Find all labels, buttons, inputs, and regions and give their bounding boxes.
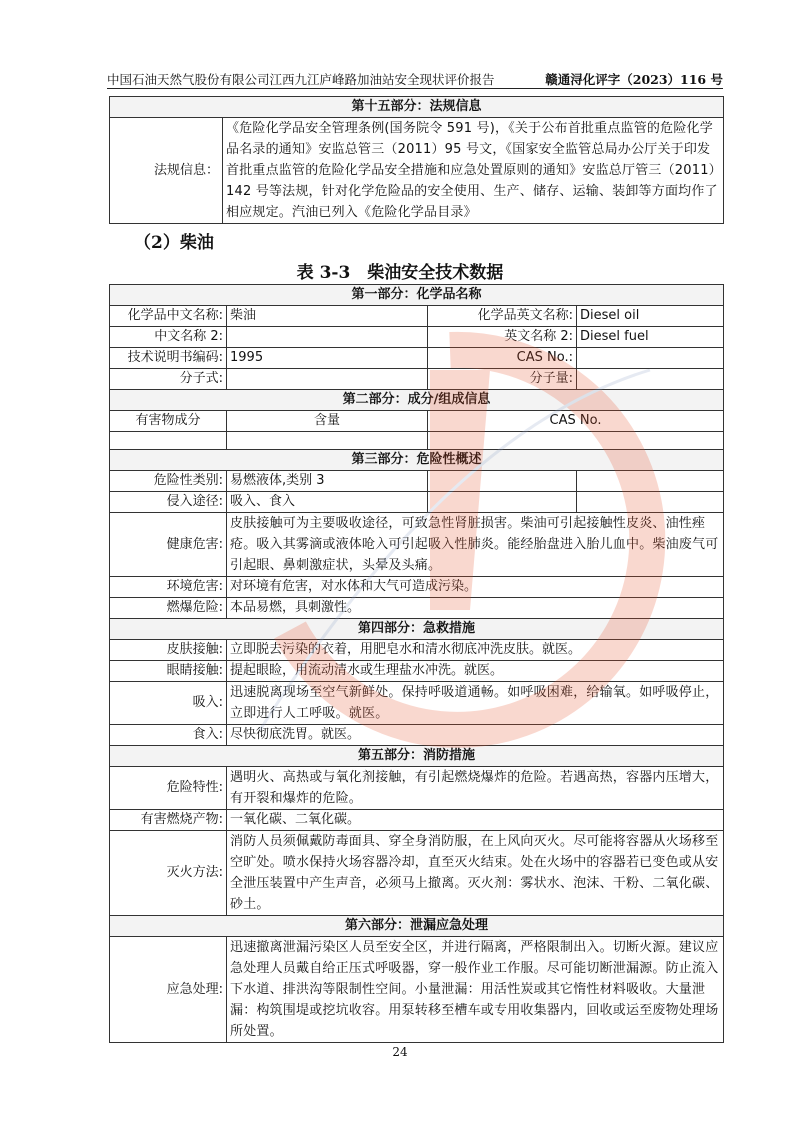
route-label: 侵入途径: [110,492,227,513]
skin-label: 皮肤接触: [110,640,227,661]
eye-label: 眼睛接触: [110,661,227,682]
danger-value: 遇明火、高热或与氧化剂接触，有引起燃烧爆炸的危险。若遇高热，容器内压增大，有开裂和爆炸的危险。 [227,767,724,810]
en-name2-value: Diesel fuel [577,327,724,348]
route-empty-cell [428,492,577,513]
table-caption: 表 3-3 柴油安全技术数据 [296,263,504,283]
products-value: 一氧化碳、二氧化碳。 [227,810,724,831]
section-title-regulation: 第十五部分：法规信息 [110,97,724,118]
hazard-empty-cell [577,471,724,492]
code-value: 1995 [227,348,428,369]
weight-value [577,369,724,390]
en-name2-label: 英文名称 2: [428,327,577,348]
regulation-text: 《危险化学品安全管理条例(国务院令 591 号)，《关于公布首批重点监管的危险化学品名录的通知》安监总管三（2011）95 号文，《国家安全监管总局办公厅关于印发首批重点监管的危险化学品安全措施和应急处置原则的通知》安监总厅管三（2011）142 号等法规，针对化学危险品的安全使用、生产、储存、运输、装卸等方面均作了相应规定。汽油已列入《危险化学品目录》 [223,118,724,224]
report-title: 中国石油天然气股份有限公司江西九江庐峰路加油站安全现状评价报告 [107,72,495,87]
weight-label: 分子量: [428,369,577,390]
products-label: 有害燃烧产物: [110,810,227,831]
route-value: 吸入、食入 [227,492,428,513]
cas-label: CAS No.: [428,348,577,369]
hazard-class-value: 易燃液体,类别 3 [227,471,428,492]
section-title-part5: 第五部分：消防措施 [110,746,724,767]
report-number: 赣通浔化评字（2023）116 号 [545,72,723,87]
cn-name-value: 柴油 [227,306,428,327]
eye-value: 提起眼睑，用流动清水或生理盐水冲洗。就医。 [227,661,724,682]
health-label: 健康危害: [110,513,227,577]
component-cell [110,432,227,450]
section-title-part4: 第四部分：急救措施 [110,619,724,640]
col-header-cas: CAS No. [428,411,724,432]
method-label: 灭火方法: [110,831,227,916]
formula-value [227,369,428,390]
health-value: 皮肤接触可为主要吸收途径，可致急性肾脏损害。柴油可引起接触性皮炎、油性痤疮。吸入其雾滴或液体呛入可引起吸入性肺炎。能经胎盘进入胎儿血中。柴油废气可引起眼、鼻刺激症状，头晕及头痛。 [227,513,724,577]
fire-label: 燃爆危险: [110,598,227,619]
danger-label: 危险特性: [110,767,227,810]
hazard-class-label: 危险性类别: [110,471,227,492]
cn-name2-label: 中文名称 2: [110,327,227,348]
diesel-safety-table [109,284,724,1043]
content-cell [227,432,428,450]
col-header-component: 有害物成分 [110,411,227,432]
section-title-part3: 第三部分：危险性概述 [110,450,724,471]
code-label: 技术说明书编码: [110,348,227,369]
cn-name-label: 化学品中文名称: [110,306,227,327]
section-title-part1: 第一部分：化学品名称 [110,285,724,306]
ingest-label: 食入: [110,725,227,746]
page-header [107,68,723,89]
cn-name2-value [227,327,428,348]
page-number: 24 [392,1045,408,1059]
ingest-value: 尽快彻底洗胃。就医。 [227,725,724,746]
hazard-empty-cell [428,471,577,492]
fire-value: 本品易燃，具刺激性。 [227,598,724,619]
en-name-label: 化学品英文名称: [428,306,577,327]
cas-cell [428,432,724,450]
emergency-label: 应急处理: [110,937,227,1043]
emergency-value: 迅速撤离泄漏污染区人员至安全区，并进行隔离，严格限制出入。切断火源。建议应急处理人员戴自给正压式呼吸器，穿一般作业工作服。尽可能切断泄漏源。防止流入下水道、排洪沟等限制性空间。小量泄漏：用活性炭或其它惰性材料吸收。大量泄漏：构筑围堤或挖坑收容。用泵转移至槽车或专用收集器内，回收或运至废物处理场所处置。 [227,937,724,1043]
formula-label: 分子式: [110,369,227,390]
env-label: 环境危害: [110,577,227,598]
regulation-label: 法规信息： [110,118,223,224]
section-title-part6: 第六部分：泄漏应急处理 [110,916,724,937]
skin-value: 立即脱去污染的衣着，用肥皂水和清水彻底冲洗皮肤。就医。 [227,640,724,661]
col-header-content: 含量 [227,411,428,432]
cas-value [577,348,724,369]
inhale-value: 迅速脱离现场至空气新鲜处。保持呼吸道通畅。如呼吸困难，给输氧。如呼吸停止，立即进行人工呼吸。就医。 [227,682,724,725]
section-title-part2: 第二部分：成分/组成信息 [110,390,724,411]
method-value: 消防人员须佩戴防毒面具、穿全身消防服，在上风向灭火。尽可能将容器从火场移至空旷处。喷水保持火场容器冷却，直至灭火结束。处在火场中的容器若已变色或从安全泄压装置中产生声音，必须马上撤离。灭火剂：雾状水、泡沫、干粉、二氧化碳、砂土。 [227,831,724,916]
env-value: 对环境有危害，对水体和大气可造成污染。 [227,577,724,598]
route-empty-cell [577,492,724,513]
inhale-label: 吸入: [110,682,227,725]
en-name-value: Diesel oil [577,306,724,327]
regulation-table [109,96,724,224]
subheading-diesel: （2）柴油 [134,233,214,253]
